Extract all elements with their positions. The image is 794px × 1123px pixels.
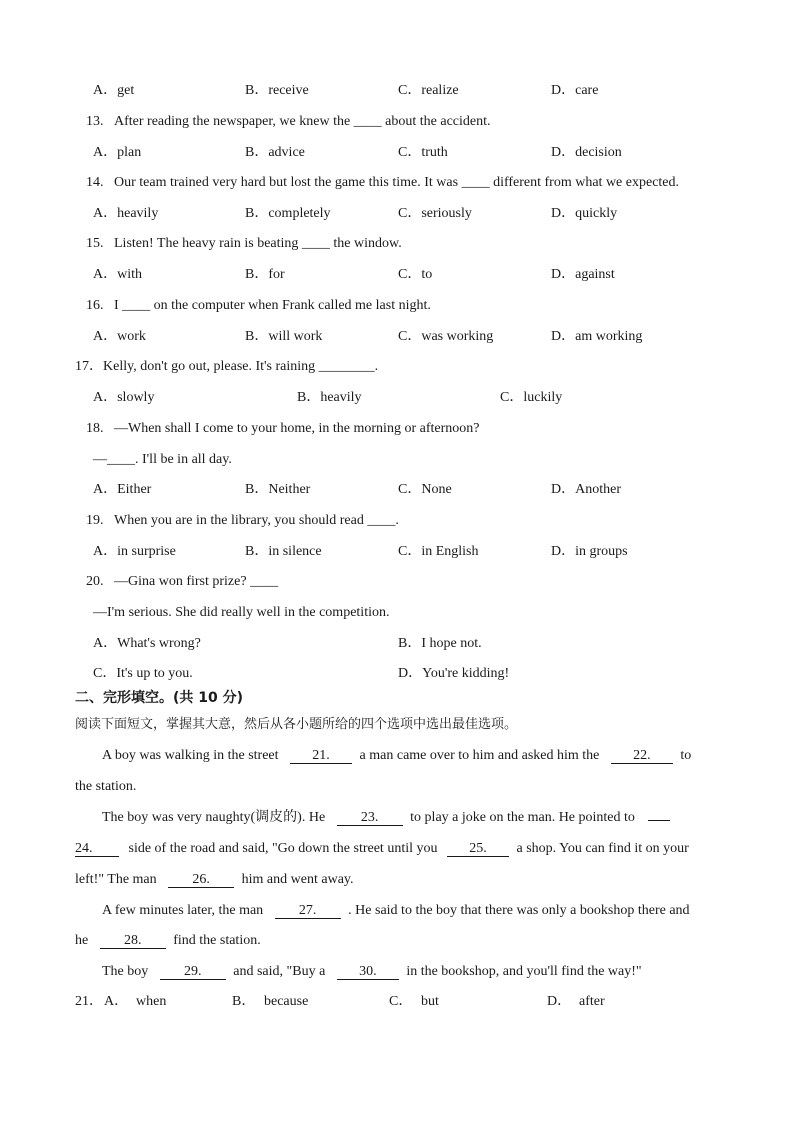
q17-stem: 17．Kelly, don't go out, please. It's raining ________.: [75, 359, 379, 374]
q13-option-d[interactable]: D．decision: [551, 145, 622, 160]
q16-option-c[interactable]: C．was working: [398, 329, 494, 344]
passage-text: in the bookshop, and you'll find the way!": [406, 964, 642, 979]
passage-text: to play a joke on the man. He pointed to: [410, 810, 635, 825]
section-instruction: 阅读下面短文，掌握其大意，然后从各小题所给的四个选项中选出最佳选项。: [75, 717, 518, 732]
q20-option-c[interactable]: C．It's up to you.: [93, 666, 193, 681]
q16-stem: 16. I ____ on the computer when Frank called me last night.: [86, 298, 431, 313]
q20-option-d[interactable]: D．You're kidding!: [398, 666, 510, 681]
q17-option-b[interactable]: B．heavily: [297, 390, 362, 405]
q19-option-a[interactable]: A．in surprise: [93, 544, 176, 559]
q19-stem: 19. When you are in the library, you should read ____.: [86, 513, 399, 528]
q19-option-c[interactable]: C．in English: [398, 544, 479, 559]
q16-option-a[interactable]: A．work: [93, 329, 146, 344]
q12-option-d[interactable]: D．care: [551, 83, 599, 98]
q15-option-b[interactable]: B．for: [245, 267, 285, 282]
q13-option-b[interactable]: B．advice: [245, 145, 305, 160]
blank-22[interactable]: 22.: [611, 748, 673, 764]
q16-option-d[interactable]: D．am working: [551, 329, 643, 344]
q13-option-c[interactable]: C．truth: [398, 145, 448, 160]
blank-24-start[interactable]: [648, 820, 670, 821]
blank-27[interactable]: 27.: [275, 903, 341, 919]
q17-option-a[interactable]: A．slowly: [93, 390, 155, 405]
passage-line: [75, 871, 354, 889]
blank-28[interactable]: 28.: [100, 933, 166, 949]
q21-option-b[interactable]: because: [264, 994, 309, 1009]
q14-option-d[interactable]: D．quickly: [551, 206, 618, 221]
q19-option-b[interactable]: B．in silence: [245, 544, 322, 559]
passage-text: side of the road and said, "Go down the street until you: [128, 841, 438, 856]
passage-text: he: [75, 933, 89, 948]
passage-text: left!" The man: [75, 872, 157, 887]
passage-line: [102, 747, 691, 765]
q18-option-c[interactable]: C．None: [398, 482, 452, 497]
q15-option-c[interactable]: C．to: [398, 267, 433, 282]
q18-option-b[interactable]: B．Neither: [245, 482, 311, 497]
q18-reply: —____. I'll be in all day.: [93, 452, 232, 467]
passage-line: [102, 809, 674, 827]
q16-option-b[interactable]: B．will work: [245, 329, 323, 344]
q12-option-c[interactable]: C．realize: [398, 83, 459, 98]
passage-text: to: [680, 748, 692, 763]
q13-option-a[interactable]: A．plan: [93, 145, 142, 160]
blank-21[interactable]: 21.: [290, 748, 352, 764]
passage-line: [75, 932, 261, 950]
q18-option-d[interactable]: D．Another: [551, 482, 621, 497]
q14-option-b[interactable]: B．completely: [245, 206, 331, 221]
q21-option-b-letter[interactable]: B．: [232, 994, 256, 1009]
passage-text: A few minutes later, the man: [102, 903, 264, 918]
q20-option-a[interactable]: A．What's wrong?: [93, 636, 201, 651]
passage-line: [75, 840, 689, 858]
passage-text: and said, "Buy a: [233, 964, 326, 979]
passage-text: The boy: [102, 964, 149, 979]
q14-option-c[interactable]: C．seriously: [398, 206, 472, 221]
blank-24[interactable]: 24.: [75, 841, 119, 857]
passage-line: the station.: [75, 779, 137, 794]
section-heading: 二、完形填空。(共 10 分): [75, 690, 244, 706]
q21-option-a[interactable]: when: [136, 994, 167, 1009]
blank-29[interactable]: 29.: [160, 964, 226, 980]
q21-option-d[interactable]: after: [579, 994, 605, 1009]
blank-23[interactable]: 23.: [337, 810, 403, 826]
passage-text: a man came over to him and asked him the: [359, 748, 600, 763]
passage-text: a shop. You can find it on your: [516, 841, 689, 856]
q21-option-c[interactable]: but: [421, 994, 439, 1009]
q18-stem: 18. —When shall I come to your home, in the morning or afternoon?: [86, 421, 480, 436]
q21-number: 21．: [75, 994, 103, 1009]
passage-line: [102, 902, 690, 920]
q15-stem: 15. Listen! The heavy rain is beating ____ the window.: [86, 236, 402, 251]
q14-option-a[interactable]: A．heavily: [93, 206, 159, 221]
q19-option-d[interactable]: D．in groups: [551, 544, 628, 559]
q15-option-d[interactable]: D．against: [551, 267, 615, 282]
passage-text: find the station.: [173, 933, 261, 948]
q12-option-b[interactable]: B．receive: [245, 83, 309, 98]
passage-text: The boy was very naughty(调皮的). He: [102, 810, 326, 825]
passage-text: A boy was walking in the street: [102, 748, 279, 763]
q18-option-a[interactable]: A．Either: [93, 482, 152, 497]
q21-option-a-letter[interactable]: A．: [104, 994, 129, 1009]
q17-option-c[interactable]: C．luckily: [500, 390, 563, 405]
blank-26[interactable]: 26.: [168, 872, 234, 888]
q21-option-c-letter[interactable]: C．: [389, 994, 413, 1009]
passage-text: . He said to the boy that there was only a bookshop there and: [348, 903, 690, 918]
blank-25[interactable]: 25.: [447, 841, 509, 857]
passage-line: [102, 963, 642, 981]
q20-stem: 20. —Gina won first prize? ____: [86, 574, 279, 589]
q12-option-a[interactable]: A．get: [93, 83, 135, 98]
q21-option-d-letter[interactable]: D．: [547, 994, 572, 1009]
q15-option-a[interactable]: A．with: [93, 267, 142, 282]
q14-stem: 14. Our team trained very hard but lost the game this time. It was ____ different from what we expected.: [86, 175, 680, 190]
q20-reply: —I'm serious. She did really well in the competition.: [93, 605, 390, 620]
q13-stem: 13. After reading the newspaper, we knew the ____ about the accident.: [86, 114, 491, 129]
q20-option-b[interactable]: B．I hope not.: [398, 636, 482, 651]
blank-30[interactable]: 30.: [337, 964, 399, 980]
passage-text: him and went away.: [241, 872, 354, 887]
